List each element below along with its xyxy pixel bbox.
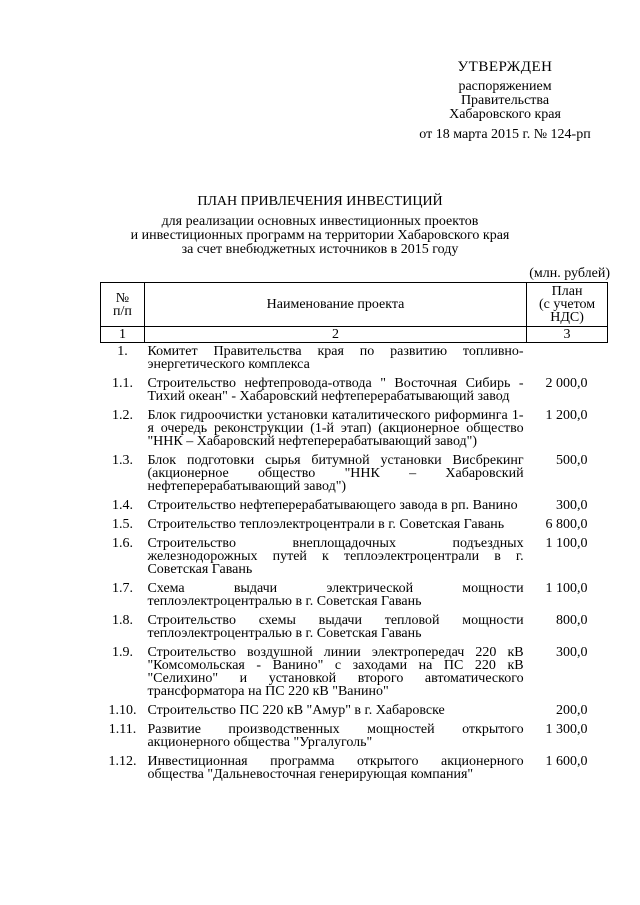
row-project-name: Строительство ПС 220 кВ "Амур" в г. Хабаровске [147, 703, 445, 718]
row-number: 1.2. [111, 408, 133, 423]
units-label: (млн. рублей) [529, 266, 610, 281]
table-row [101, 535, 608, 580]
column-number-row [101, 327, 608, 343]
table-row [101, 753, 608, 785]
table-row [101, 516, 608, 535]
row-number: 1.12. [108, 754, 137, 769]
table-body [101, 343, 608, 786]
table-row [101, 407, 608, 452]
table-row [101, 497, 608, 516]
row-plan-value: 300,0 [556, 498, 588, 513]
document-title [0, 195, 640, 257]
document-subtitle-3: за счет внебюджетных источников в 2015 году [181, 242, 459, 257]
row-project-name: Блок гидроочистки установки каталитического риформинга 1-я очередь реконструкции (1-й этап) (акционерное общество "ННК – Хабаровский нефтеперерабатывающий завод") [147, 408, 524, 449]
row-project-name: Строительство воздушной линии электропередач 220 кВ "Комсомольская - Ванино" с заходами на ПС 220 кВ "Селихино" и установкой второго автоматического трансформатора на ПС 220 кВ "Ванино" [147, 645, 524, 699]
row-project-name: Развитие производственных мощностей открытого акционерного общества "Ургалуголь" [147, 722, 524, 750]
document-subtitle-1: для реализации основных инвестиционных проектов [161, 214, 479, 229]
row-project-name: Строительство нефтеперерабатывающего завода в рп. Ванино [147, 498, 518, 513]
approval-line-3: Хабаровского края [449, 107, 561, 122]
table-row [101, 580, 608, 612]
row-plan-value: 6 800,0 [545, 517, 588, 532]
row-plan-value: 300,0 [556, 645, 588, 660]
row-number: 1.3. [111, 453, 133, 468]
column-number-1: 1 [101, 327, 145, 343]
approval-line-1: распоряжением [458, 79, 552, 94]
table-row [101, 702, 608, 721]
table-row [101, 612, 608, 644]
header-number-line-2: п/п [113, 303, 132, 319]
row-plan-value: 2 000,0 [545, 376, 588, 391]
row-project-name: Блок подготовки сырья битумной установки Висбрекинг (акционерное общество "ННК – Хабаровский нефтеперерабатывающий завод") [147, 453, 524, 494]
header-plan-line-3: НДС) [550, 310, 584, 325]
header-number [101, 283, 145, 327]
row-project-name: Комитет Правительства края по развитию топливно-энергетического комплекса [147, 344, 524, 372]
row-plan-value: 200,0 [556, 703, 588, 718]
row-project-name: Строительство внеплощадочных подъездных железнодорожных путей к теплоэлектроцентрали в г. Советская Гавань [147, 536, 524, 577]
row-project-name: Схема выдачи электрической мощности теплоэлектроцентралью в г. Советская Гавань [147, 581, 524, 609]
investment-plan-table [100, 282, 608, 785]
row-number: 1.5. [111, 517, 133, 532]
row-number: 1.8. [111, 613, 133, 628]
row-project-name: Инвестиционная программа открытого акционерного общества "Дальневосточная генерирующая компания" [147, 754, 524, 782]
table-row [101, 644, 608, 702]
row-plan-value: 500,0 [556, 453, 588, 468]
approval-date: от 18 марта 2015 г. № 124-рп [419, 127, 591, 142]
row-number: 1.7. [111, 581, 133, 596]
header-number-line-1: № [115, 290, 130, 306]
table-row [101, 452, 608, 497]
row-number: 1.9. [111, 645, 133, 660]
header-project-name: Наименование проекта [144, 283, 526, 327]
approval-line-2: Правительства [460, 93, 550, 108]
row-project-name: Строительство теплоэлектроцентрали в г. Советская Гавань [147, 517, 505, 532]
row-number: 1.10. [108, 703, 137, 718]
row-number: 1.6. [111, 536, 133, 551]
table-row [101, 721, 608, 753]
header-plan-line-1: План [551, 284, 583, 299]
column-number-2: 2 [144, 327, 526, 343]
row-plan-value: 1 300,0 [545, 722, 588, 737]
row-project-name: Строительство схемы выдачи тепловой мощности теплоэлектроцентралью в г. Советская Гавань [147, 613, 524, 641]
header-plan [527, 283, 608, 327]
row-number: 1.1. [111, 376, 133, 391]
row-plan-value: 1 100,0 [545, 581, 588, 596]
row-plan-value: 1 600,0 [545, 754, 588, 769]
row-plan-value: 1 200,0 [545, 408, 588, 423]
row-number: 1.11. [108, 722, 137, 737]
row-plan-value: 1 100,0 [545, 536, 588, 551]
column-number-3: 3 [527, 327, 608, 343]
document-main-title: ПЛАН ПРИВЛЕЧЕНИЯ ИНВЕСТИЦИЙ [197, 194, 443, 209]
approval-title: УТВЕРЖДЕН [457, 59, 553, 75]
table-header-row [101, 283, 608, 327]
row-number: 1.4. [111, 498, 133, 513]
row-number: 1. [117, 344, 128, 359]
header-plan-line-2: (с учетом [538, 297, 596, 312]
table-row [101, 343, 608, 376]
table-row [101, 375, 608, 407]
row-project-name: Строительство нефтепровода-отвода " Восточная Сибирь - Тихий океан" - Хабаровский нефтеперерабатывающий завод [147, 376, 524, 404]
row-plan-value: 800,0 [556, 613, 588, 628]
approval-block [410, 60, 600, 142]
document-subtitle-2: и инвестиционных программ на территории Хабаровского края [130, 228, 510, 243]
row-plan-value [527, 343, 608, 376]
